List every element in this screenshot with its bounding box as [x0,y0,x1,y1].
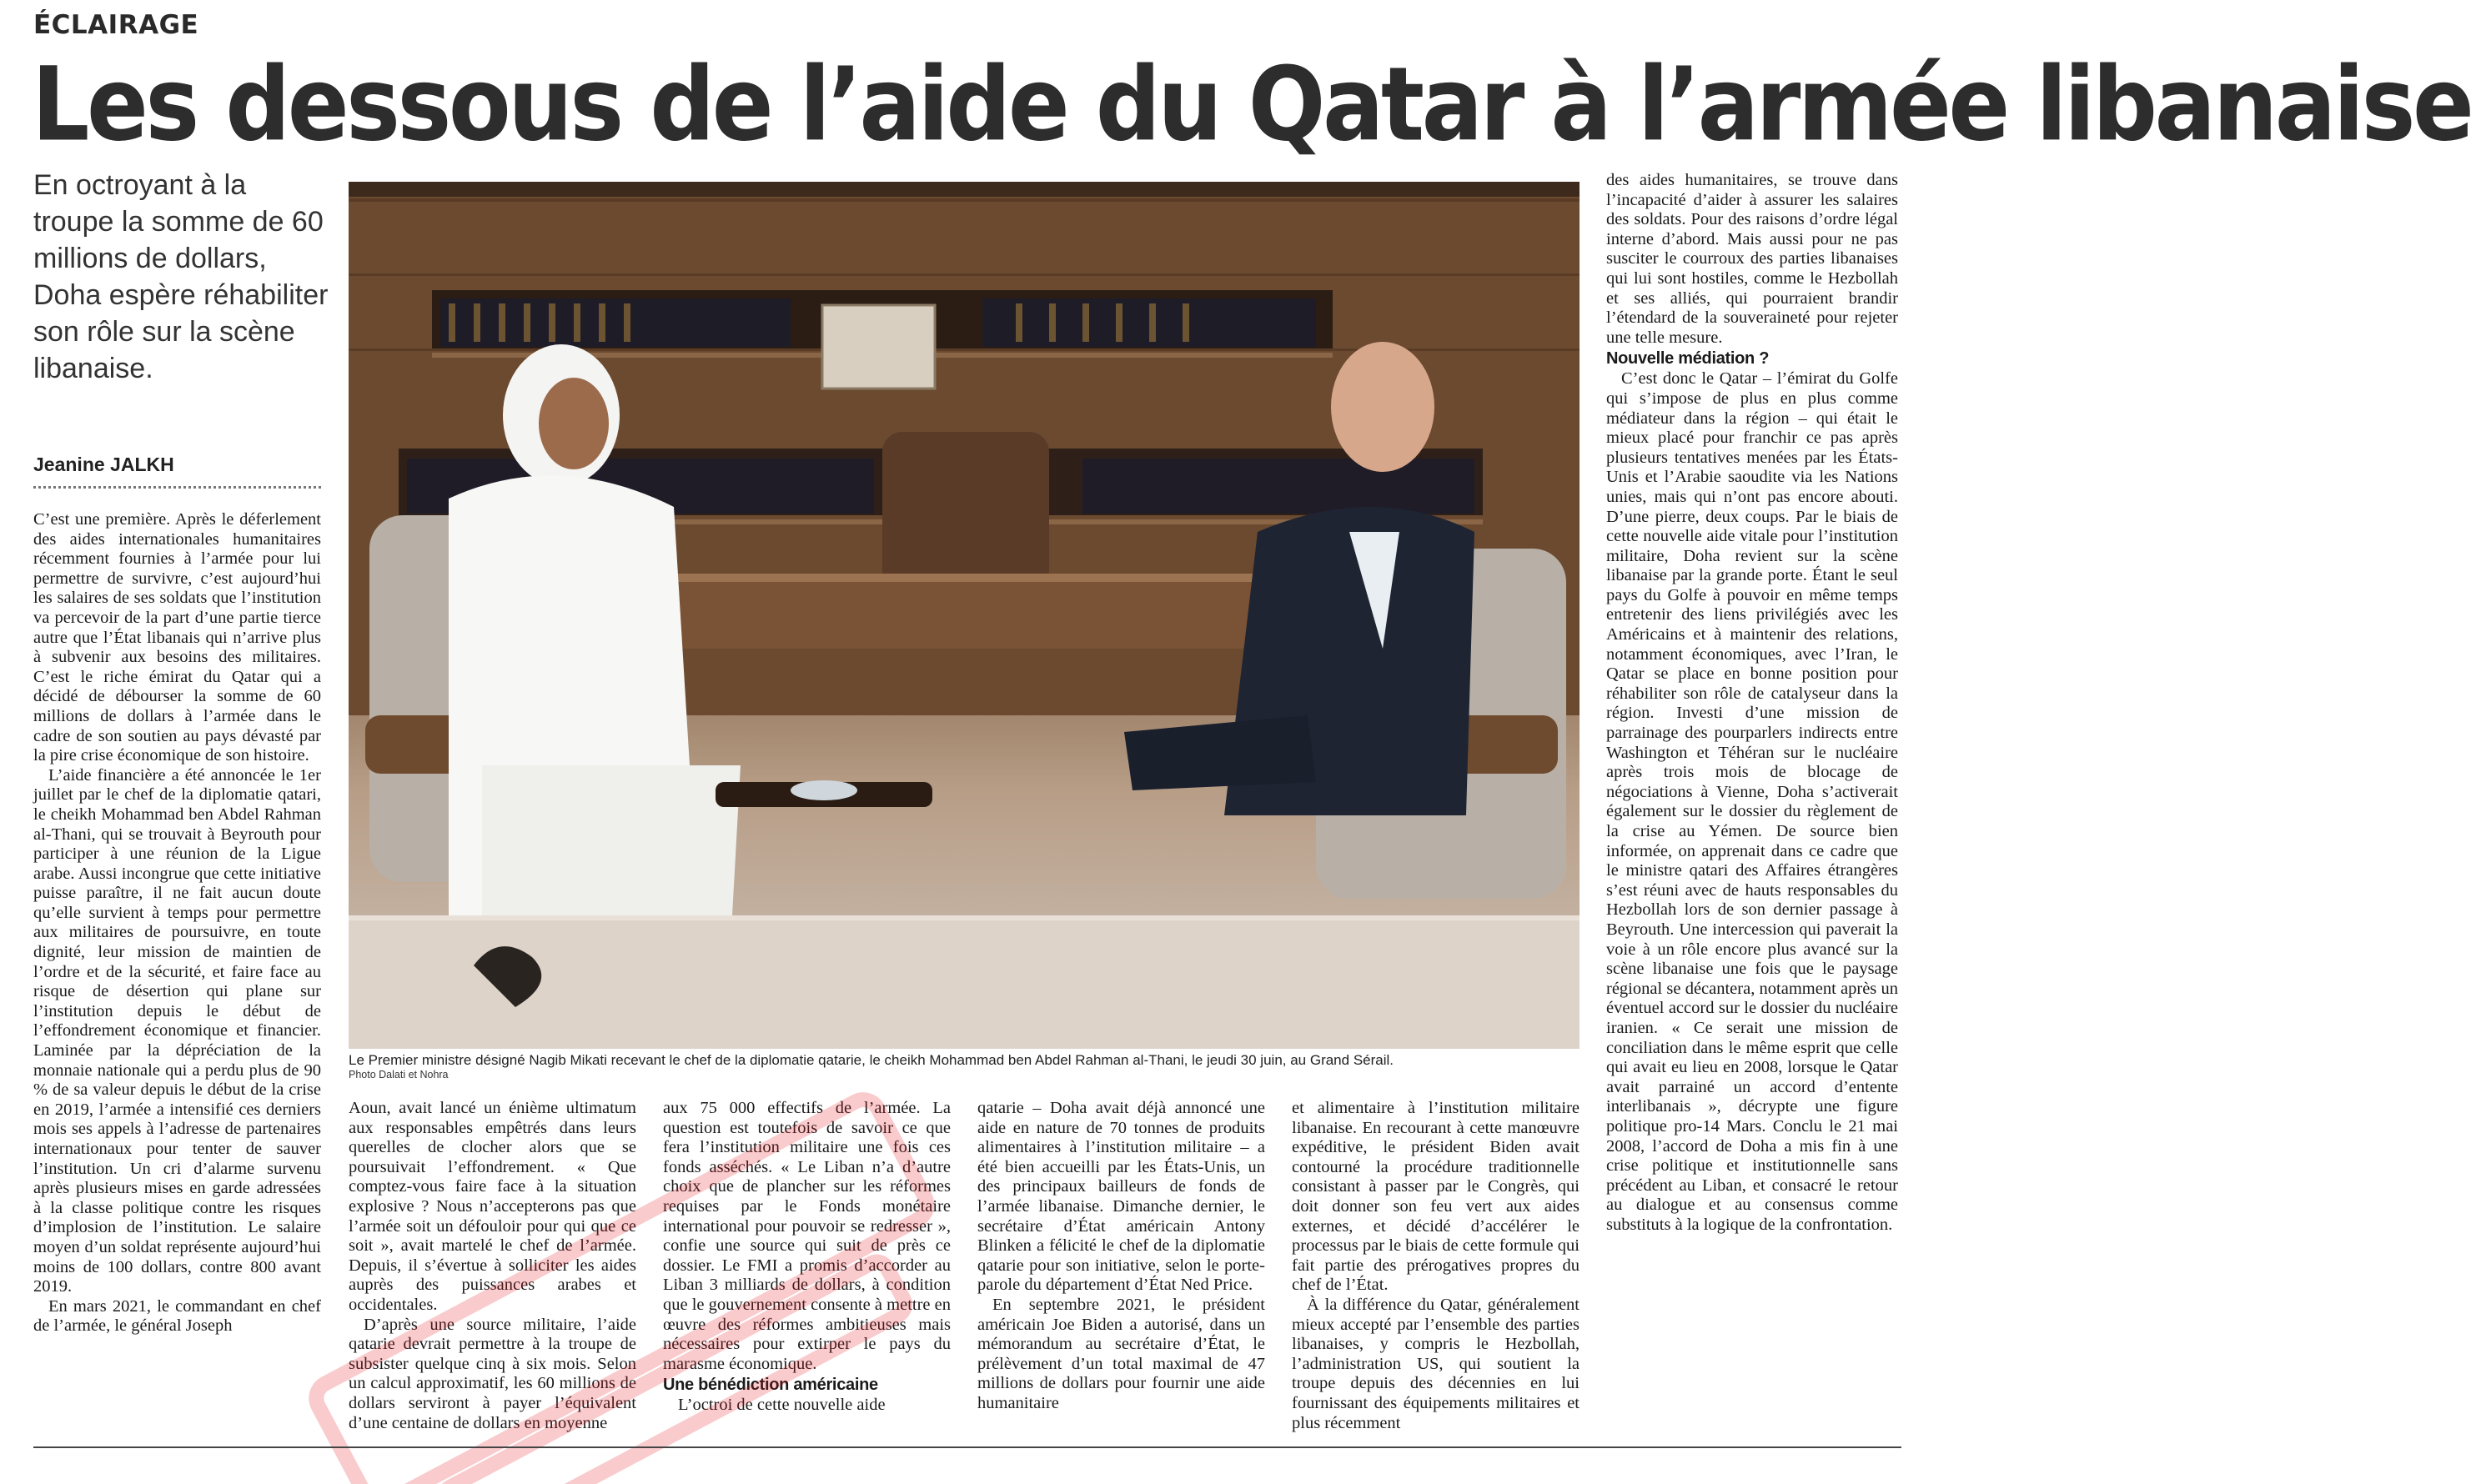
paragraph: et alimentaire à l’institution militaire libanaise. En recourant à cette manœuvre expéditive, le président Biden avait contourné la procédure traditionnelle consistant à passer par le Congrès, qui doit donner son feu vert aux aides externes, et décidé d’accélérer le processus par le biais de cette formule qui fait partie des prérogatives propres du chef de l’État. [1292,1099,1580,1295]
paragraph: C’est une première. Après le déferlement des aides internationales humanitaires récemment fournies à l’armée pour lui permettre de survivre, c’est aujourd’hui les salaires de ses soldats que l’institution va percevoir de la part d’une partie tierce autre que l’État libanais qui n’arrive plus à subvenir aux besoins des militaires. C’est le riche émirat du Qatar qui a décidé de débourser la somme de 60 millions de dollars à l’armée dans le cadre de son soutien au pays dévasté par la pire crise économique de son histoire. [33,510,321,765]
subheading: Nouvelle médiation ? [1606,349,1770,368]
chapo-lead: En octroyant à la troupe la somme de 60 millions de dollars, Doha espère réhabiliter son rôle sur la scène libanaise. [33,169,329,384]
article-column-4 [977,1099,1265,1414]
paragraph: aux 75 000 effectifs de l’armée. La question est toutefois de savoir ce que fera l’institution militaire une fois ces fonds asséchés. « Le Liban n’a d’autre choix que de plancher sur les réformes requises par le Fonds monétaire international pour pouvoir se redresser », confie une source qui suit de près ce dossier. Le FMI a promis d’accorder au Liban 3 milliards de dollars, à condition que le gouvernement consente à mettre en œuvre des réformes ambitieuses mais nécessaires pour extirper le pays du marasme économique. [663,1099,951,1373]
article-column-3 [663,1099,951,1416]
paragraph: C’est donc le Qatar – l’émirat du Golfe qui s’impose de plus en plus comme médiateur dans la région – qui était le mieux placé pour franchir ce pas après plusieurs tentatives menées par les États-Unis et l’Arabie saoudite via les Nations unies, mais qui n’ont pas encore abouti. D’une pierre, deux coups. Par le biais de cette nouvelle aide vitale pour l’institution militaire, Doha revient sur la scène libanaise par la grande porte. Étant le seul pays du Golfe à pouvoir en même temps entretenir des liens privilégiés avec les Américains et à maintenir des relations, notamment économiques, avec l’Iran, le Qatar se place en bonne position pour réhabiliter son rôle de catalyseur dans la région. Investi d’une mission de parrainage des pourparlers indirects entre Washington et Téhéran sur le nucléaire après trois mois de blocage de négociations à Vienne, Doha s’activerait également sur le dossier du règlement de la crise au Yémen. De source bien informée, on apprenait dans ce cadre que le ministre qatari des Affaires étrangères s’est réuni avec de hauts responsables du Hezbollah lors de son dernier passage à Beyrouth. Une intercession qui paverait la voie à un rôle encore plus avancé sur la scène libanaise une fois que le paysage régional se décantera, notamment après un éventuel accord sur le dossier du nucléaire iranien. « Ce serait une mission de conciliation dans le même esprit que celle qui avait eu lieu en 2008, lorsque le Qatar avait parrainé un accord d’entente interlibanais », décrypte une figure politique pro-14 Mars. Conclu le 21 mai 2008, l’accord de Doha a mis fin à une crise politique et institutionnelle sans précédent au Liban, et consacré le retour au dialogue et au consensus comme substituts à la logique de la confrontation. [1606,369,1898,1234]
article-photo [349,182,1580,1049]
paragraph: D’après une source militaire, l’aide qatarie devrait permettre à la troupe de subsister quelque cinq à six mois. Selon un calcul approximatif, les 60 millions de dollars serviront à payer l’équivalent d’une centaine de dollars en moyenne [349,1315,636,1432]
photo-illustration [349,182,1580,1049]
paragraph: L’aide financière a été annoncée le 1er juillet par le chef de la diplomatie qatari, le cheikh Mohammad ben Abdel Rahman al-Thani, qui se trouvait à Beyrouth pour participer à une réunion de la Ligue arabe. Aussi incongrue que cette initiative puisse paraître, il ne fait aucun doute qu’elle survient à temps pour permettre aux militaires de poursuivre, en toute dignité, leur mission de maintien de l’ordre et de la sécurité, et faire face au risque de désertion qui plane sur l’institution depuis le début de l’effondrement économique et financier. Laminée par la dépréciation de la monnaie nationale qui a perdu plus de 90 % de sa valeur depuis le début de la crise en 2019, l’armée a intensifié ces derniers mois ses appels à l’adresse de partenaires internationaux pour tenter de sauver l’institution. Un cri d’alarme survenu après plusieurs mises en garde adressées à la classe politique contre les risques d’implosion de l’institution. Le salaire moyen d’un soldat représente aujourd’hui moins de 100 dollars, contre 800 avant 2019. [33,765,321,1296]
paragraph: des aides humanitaires, se trouve dans l’incapacité d’aider à assurer les salaires des soldats. Pour des raisons d’ordre légal interne d’abord. Mais aussi pour ne pas susciter le courroux des parties libanaises qui lui sont hostiles, comme le Hezbollah et ses alliés, qui pourraient brandir l’étendard de la souveraineté pour rejeter une telle mesure. [1606,171,1898,347]
paragraph: L’octroi de cette nouvelle aide [678,1396,886,1415]
headline: Les dessous de l’aide du Qatar à l’armée libanaise [32,45,2471,164]
bottom-rule [33,1446,1901,1448]
section-rubric: ÉCLAIRAGE [33,10,199,40]
paragraph: À la différence du Qatar, généralement mieux accepté par l’ensemble des parties libanaises, y compris le Hezbollah, l’administration US, qui soutient la troupe depuis des décennies en lui fournissant des équipements militaires et plus récemment [1292,1295,1580,1432]
photo-caption: Le Premier ministre désigné Nagib Mikati recevant le chef de la diplomatie qatarie, le cheikh Mohammad ben Abdel Rahman al-Thani, le jeudi 30 juin, au Grand Sérail. [349,1052,1394,1068]
photo-credit: Photo Dalati et Nohra [349,1069,449,1080]
paragraph: En septembre 2021, le président américain Joe Biden a autorisé, dans un mémorandum au secrétaire d’État, le prélèvement d’un total maximal de 47 millions de dollars pour fournir une aide humanitaire [977,1295,1265,1412]
byline: Jeanine JALKH [33,454,321,489]
article-column-2 [349,1099,636,1433]
article-column-5 [1292,1099,1580,1433]
paragraph: En mars 2021, le commandant en chef de l’armée, le général Joseph [33,1296,321,1336]
subheading: Une bénédiction américaine [663,1376,878,1395]
article-column-6 [1606,171,1898,1235]
paragraph: Aoun, avait lancé un énième ultimatum aux responsables empêtrés dans leurs querelles de clocher alors que se poursuivait l’effondrement. « Que comptez-vous faire face à la situation explosive ? Nous n’accepterons pas que l’armée soit un défouloir pour qui que ce soit », avait martelé le chef de l’armée. Depuis, il s’évertue à solliciter les aides auprès des puissances arabes et occidentales. [349,1099,636,1314]
article-column-1 [33,510,321,1336]
paragraph: qatarie – Doha avait déjà annoncé une aide en nature de 70 tonnes de produits alimentaires à l’institution militaire – a été bien accueilli par les États-Unis, un des principaux bailleurs de fonds de l’armée libanaise. Dimanche dernier, le secrétaire d’État américain Antony Blinken a félicité le chef de la diplomatie qatarie pour son initiative, selon le porte-parole du département d’État Ned Price. [977,1099,1265,1295]
